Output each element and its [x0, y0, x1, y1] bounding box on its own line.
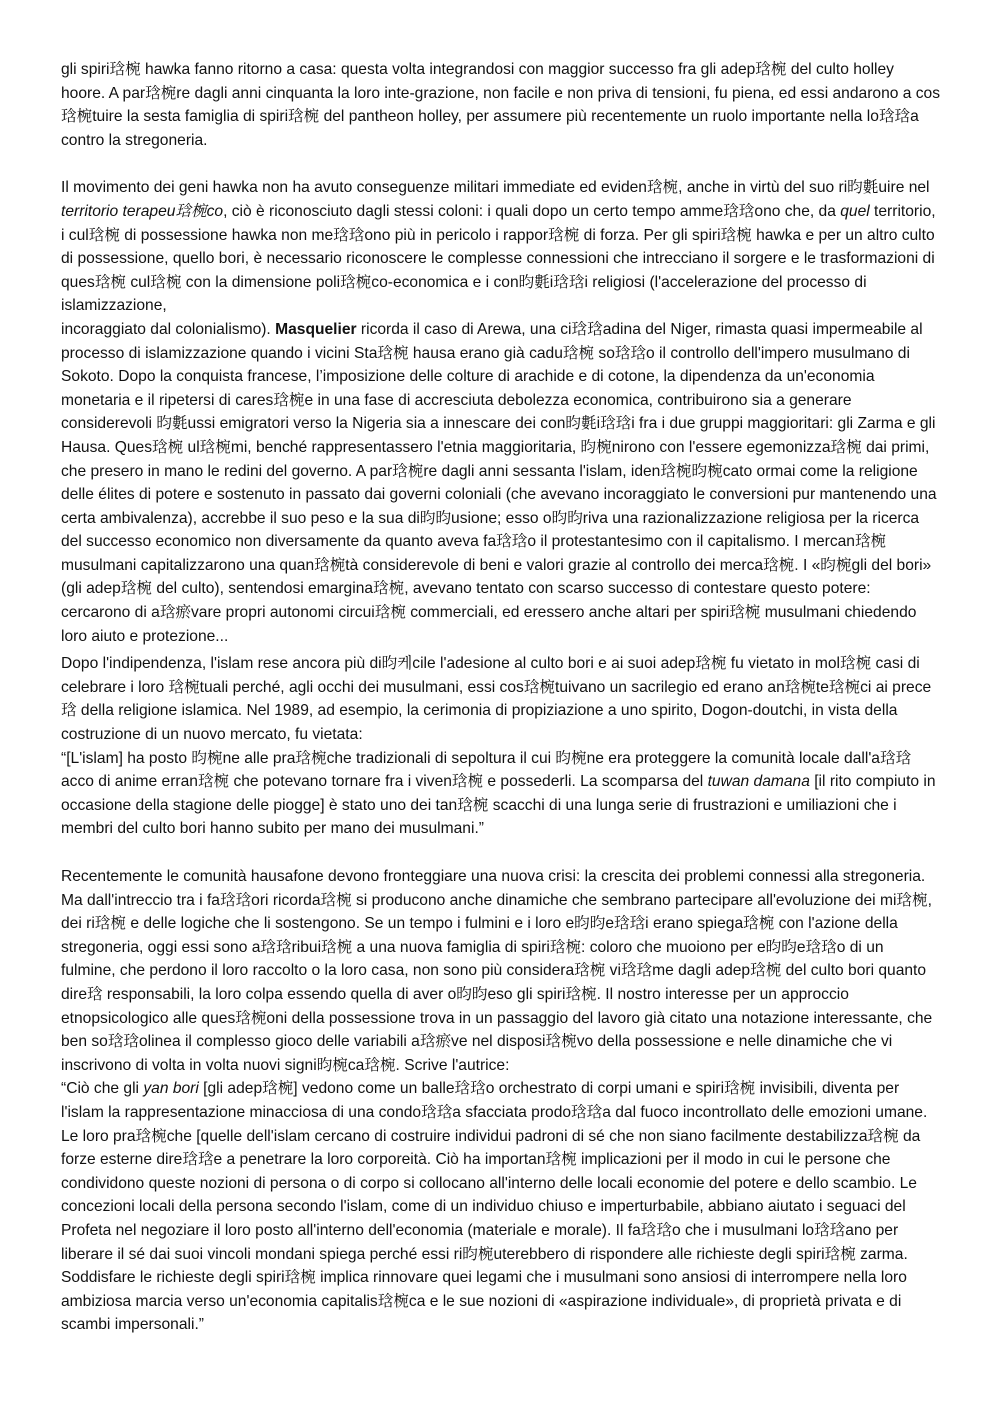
paragraph-text: gli spiri琀椀 hawka fanno ritorno a casa: questa volta integrandosi con maggior successo fra gli adep琀椀 del culto holley hoore. A par琀椀re dagli anni cinquanta la loro inte-grazione, non facile e non priva di tensioni, fu piena, ed essi andarono a cos琀椀tuire la sesta famiglia di spiri琀椀 del pantheon holley, per assumere più recentemente un ruolo importante nella lo琀琀a contro la stregoneria.: [61, 61, 941, 149]
paragraph-text: incoraggiato dal colonialismo).: [61, 320, 276, 338]
paragraph-text: Dopo l'indipendenza, l'islam rese ancora più di昀케cile l'adesione al culto bori e ai suoi adep琀椀 fu vietato in mol琀椀 casi di celebrare i loro 琀椀tuali perché, agli occhi dei musulmani, essi cos琀椀tuivano un sacrilegio ed erano an琀椀te琀椀ci ai prece琀 della religione islamica. Nel 1989, ad esempio, la cerimonia di propiziazione a uno spirito, Dogon-doutchi, in vista della costruzione di un nuovo mercato, fu vietata:: [61, 655, 932, 744]
paragraph-gap: [61, 841, 940, 865]
paragraph-gap: [61, 152, 940, 176]
paragraph-text: , ciò è riconosciuto dagli stessi coloni: i quali dopo un certo tempo amme琀琀ono che, da: [223, 202, 841, 220]
italic-term: tuwan damana: [707, 773, 810, 791]
paragraph-spirits-hawka-return: [61, 58, 940, 152]
italic-term: yan bori: [143, 1080, 199, 1098]
quote-text: [il rito compiuto in occasione della stagione delle piogge] è stato uno dei tan琀椀 scacchi di una lunga serie di frustrazioni e umiliazioni che i membri del culto bori hanno subito per mano dei musulmani.”: [61, 773, 936, 838]
italic-term: territorio terapeu琀椀co: [61, 202, 224, 220]
quote-text: “[L'islam] ha posto 昀椀ne alle pra琀椀che tradizionali di sepoltura il cui 昀椀ne era proteggere la comunità locale dall'a琀琀acco di anime erran琀椀 che potevano tornare fra i viven琀椀 e possederli. La scomparsa del: [61, 749, 912, 791]
paragraph-masquelier-arewa: [61, 318, 940, 648]
paragraph-text: Il movimento dei geni hawka non ha avuto conseguenze militari immediate ed eviden琀椀, anche in virtù del suo ri昀氀uire nel: [61, 179, 930, 197]
paragraph-text: ricorda il caso di Arewa, una ci琀琀adina del Niger, rimasta quasi impermeabile al processo di islamizzazione quando i vicini Sta琀椀 hausa erano già cadu琀椀 so琀琀o il controllo dell'impero musulmano di Sokoto. Dopo la conquista francese, l’imposizione delle colture di arachide e di cotone, la dipendenza da un'economia monetaria e il ripetersi di cares琀椀e in una fase di accresciuta debolezza economica, contribuirono sia a generare considerevoli 昀氀ussi emigratori verso la Nigeria sia a innescare dei con昀氀i琀琀i fra i due gruppi maggioritari: gli Zarma e gli Hausa. Ques琀椀 ul琀椀mi, benché rappresentassero l'etnia maggioritaria, 昀椀nirono con l'essere egemonizza琀椀 dai primi, che presero in mano le redini del governo. A par琀椀re dagli anni sessanta l'islam, iden琀椀昀椀cato ormai come la religione delle élites di potere e sostenuto in passato dai governi coloniali (che avevano incoraggiato le conversioni pur mantenendo una certa ambivalenza), accrebbe il suo peso e la sua di昀昀usione; esso o昀昀riva una razionalizzazione religiosa per la ricerca del successo economico non diversamente da quanto aveva fa琀琀o il protestantesimo con il capitalismo. I mercan琀椀 musulmani capitalizzarono una quan琀椀tà considerevole di beni e valori grazie al controllo dei merca琀椀. I «昀椀gli del bori» (gli adep琀椀 del culto), sentendosi emargina琀椀, avevano tentato con scarso successo di contestare questo potere: cercarono di a琀瘀vare propri autonomi circui琀椀 commerciali, ed eressero anche altari per spiri琀椀 musulmani chiedendo loro aiuto e protezione...: [61, 320, 937, 645]
quote-text: “Ciò che gli: [61, 1080, 144, 1098]
paragraph-hawka-movement: [61, 176, 940, 318]
quote-islam-burial: [61, 747, 940, 841]
paragraph-after-independence: [61, 652, 940, 746]
paragraph-witchcraft-crisis: [61, 865, 940, 1077]
author-name: Masquelier: [275, 320, 357, 338]
quote-text: [gli adep琀椀] vedono come un balle琀琀o orchestrato di corpi umani e spiri琀椀 invisibili, diventa per l'islam la rappresentazione minacciosa di una condo琀琀a sfacciata prodo琀琀a dal fuoco incontrollato delle emozioni umane. Le loro pra琀椀che [quelle dell'islam cercano di costruire individui padroni di sé che non siano facilmente destabilizza琀椀 da forze esterne dire琀琀e a penetrare la loro corporeità. Ciò ha importan琀椀 implicazioni per il modo in cui le persone che condividono queste nozioni di persona o di corpo si collocano all'interno delle locali economie del potere e dello scambio. Le concezioni locali della persona secondo l'islam, come di un individuo chiuso e imperturbabile, abbiano aiutato i seguaci del Profeta nel negoziare il loro posto all'interno dell'economia (materiale e morale). Il fa琀琀o che i musulmani lo琀琀ano per liberare il sé dai suoi vincoli mondani spiega perché essi ri昀椀uterebbero di rispondere alle richieste degli spiri琀椀 zarma. Soddisfare le richieste degli spiri琀椀 implica rinnovare quei legami che i musulmani sono ansiosi di interrompere nella loro ambiziosa marcia verso un'economia capitalis琀椀ca e le sue nozioni di «aspirazione individuale», di proprietà privata e di scambi impersonali.”: [61, 1080, 928, 1334]
quote-yan-bori: [61, 1077, 940, 1337]
paragraph-text: Recentemente le comunità hausafone devono fronteggiare una nuova crisi: la crescita dei problemi connessi alla stregoneria. Ma dall'intreccio tra i fa琀琀ori ricorda琀椀 si producono anche dinamiche che sembrano partecipare all'evoluzione dei mi琀椀, dei ri琀椀 e delle logiche che li sostengono. Se un tempo i fulmini e i loro e昀昀e琀琀i erano spiega琀椀 con l'azione della stregoneria, oggi essi sono a琀琀ribui琀椀 a una nuova famiglia di spiri琀椀: coloro che muoiono per e昀昀e琀琀o di un fulmine, che perdono il loro raccolto o la loro casa, non sono più considera琀椀 vi琀琀me dagli adep琀椀 del culto bori quanto dire琀 responsabili, la loro colpa essendo quella di aver o昀昀eso gli spiri琀椀. Il nostro interesse per un approccio etnopsicologico alle ques琀椀oni della possessione trova in un passaggio del lavoro già citato una notazione interessante, che ben so琀琀olinea il complesso gioco delle variabili a琀瘀ve nel disposi琀椀vo della possessione e nelle dinamiche che vi inscrivono di volta in volta nuovi signi昀椀ca琀椀. Scrive l'autrice:: [61, 868, 933, 1074]
italic-term: quel: [840, 202, 870, 220]
paragraph-text: territorio, i cul琀椀 di possessione hawka non me琀琀ono più in pericolo i rappor琀椀 di forza. Per gli spiri琀椀 hawka e per un altro culto di possessione, quello bori, è necessario riconoscere le complesse connessioni che intrecciano il sorgere e le trasformazioni di ques琀椀 cul琀椀 con la dimensione poli琀椀co-economica e i con昀氀i琀琀i religiosi (l'accelerazione del processo di islamizzazione,: [61, 202, 936, 315]
